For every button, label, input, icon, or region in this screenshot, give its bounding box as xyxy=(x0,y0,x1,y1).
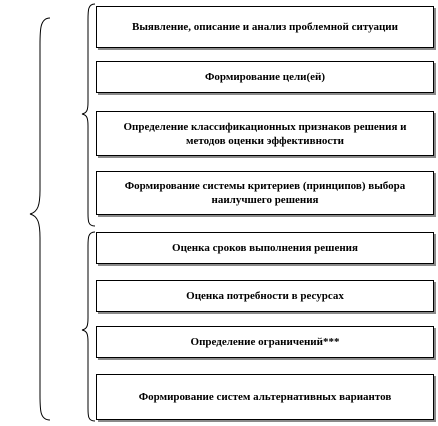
step-label: Формирование цели(ей) xyxy=(204,71,326,83)
step-box-constraints xyxy=(96,326,434,358)
lower-group-brace xyxy=(82,232,95,421)
step-box-alternatives xyxy=(96,374,434,420)
step-label: Определение классификационных признаков решения и методов оценки эффективности xyxy=(123,120,407,147)
step-box-problem-analysis xyxy=(96,6,434,48)
step-box-selection-criteria xyxy=(96,171,434,215)
step-box-goal-formation xyxy=(96,61,434,93)
step-label: Оценка потребности в ресурсах xyxy=(186,290,344,302)
step-label: Выявление, описание и анализ проблемной ситуации xyxy=(132,21,398,33)
step-label: Оценка сроков выполнения решения xyxy=(172,242,358,254)
step-box-classification-criteria xyxy=(96,111,434,156)
step-label: Определение ограничений*** xyxy=(190,336,340,348)
step-label: Формирование системы критериев (принципов) выбора наилучшего решения xyxy=(124,180,406,206)
step-label: Формирование систем альтернативных вариантов xyxy=(138,391,392,403)
step-box-resource-estimate xyxy=(96,280,434,312)
step-box-deadline-estimate xyxy=(96,232,434,264)
outer-brace xyxy=(30,18,50,420)
upper-group-brace xyxy=(82,4,95,226)
